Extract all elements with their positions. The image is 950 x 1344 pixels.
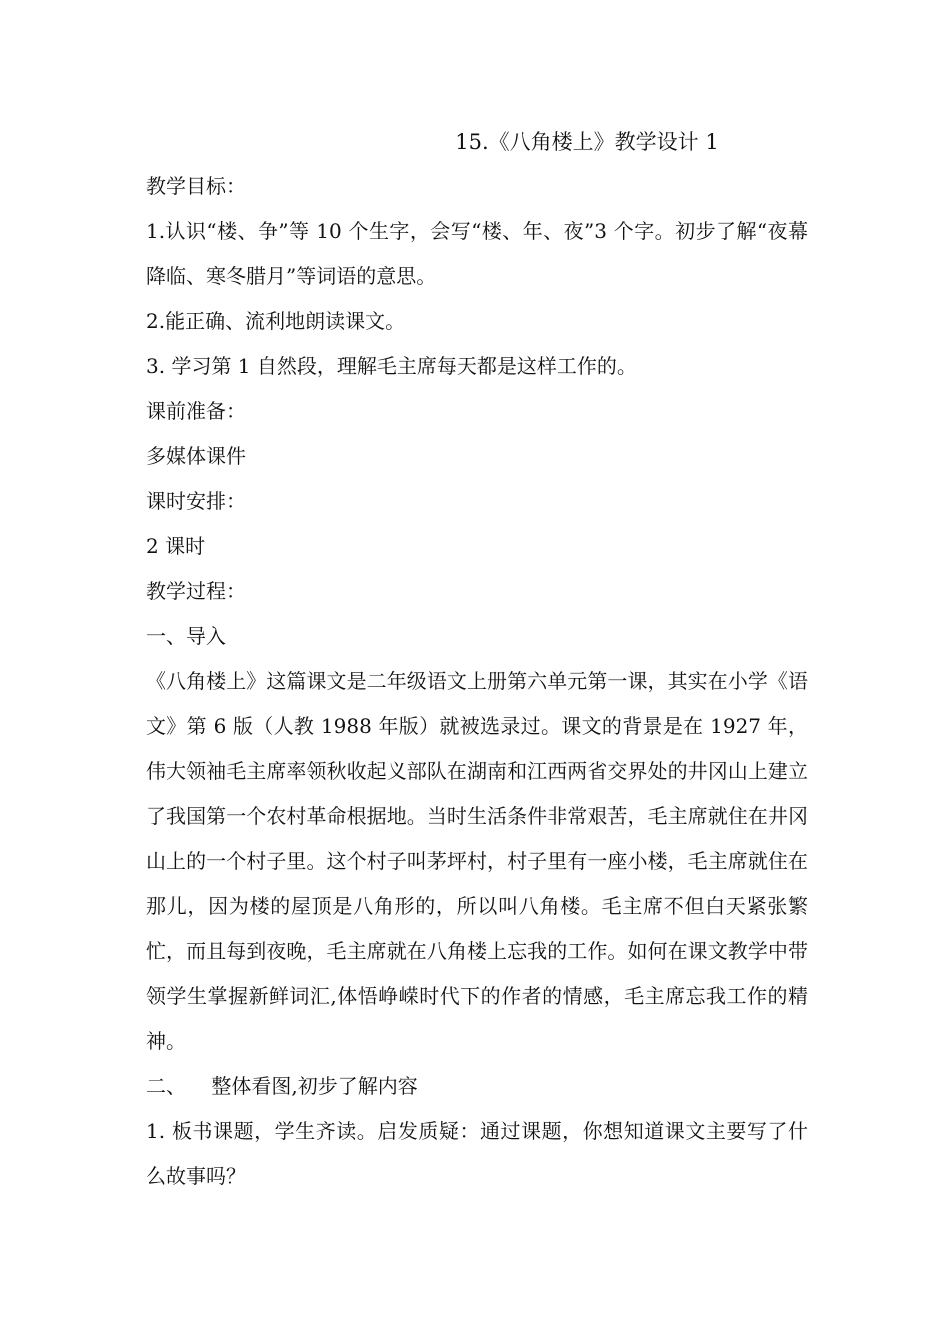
goal-item-3: 3. 学习第 1 自然段，理解毛主席每天都是这样工作的。 [146,354,637,378]
heading-preparation: 课前准备： [146,399,246,423]
preparation-text: 多媒体课件 [146,444,246,468]
schedule-text: 2 课时 [146,534,206,558]
heading-teaching-goals: 教学目标： [146,174,246,198]
document-body [146,124,808,1199]
goal-item-2: 2.能正确、流利地朗读课文。 [146,309,406,333]
section-heading-overview: 二、 整体看图,初步了解内容 [146,1074,418,1098]
intro-paragraph: 《八角楼上》这篇课文是二年级语文上册第六单元第一课，其实在小学《语文》第 6 版（人教 1988 年版）就被选录过。课文的背景是在 1927 年，伟大领袖毛主席率领秋收起义部队在湖南和江西两省交界处的井冈山上建立了我国第一个农村革命根据地。当时生活条件非常艰苦，毛主席就住在井冈山上的一个村子里。这个村子叫茅坪村，村子里有一座小楼，毛主席就住在那儿，因为楼的屋顶是八角形的，所以叫八角楼。毛主席不但白天紧张繁忙，而且每到夜晚，毛主席就在八角楼上忘我的工作。如何在课文教学中带领学生掌握新鲜词汇,体悟峥嵘时代下的作者的情感，毛主席忘我工作的精神。 [146,669,808,1053]
goal-item-1: 1.认识“楼、争”等 10 个生字，会写“楼、年、夜”3 个字。初步了解“夜幕降临、寒冬腊月”等词语的意思。 [146,219,808,288]
heading-process: 教学过程： [146,579,246,603]
heading-schedule: 课时安排： [146,489,246,513]
overview-item-1: 1. 板书课题，学生齐读。启发质疑：通过课题，你想知道课文主要写了什么故事吗？ [146,1119,808,1188]
section-heading-intro: 一、导入 [146,624,226,648]
document-title: 15.《八角楼上》教学设计 1 [455,130,719,154]
